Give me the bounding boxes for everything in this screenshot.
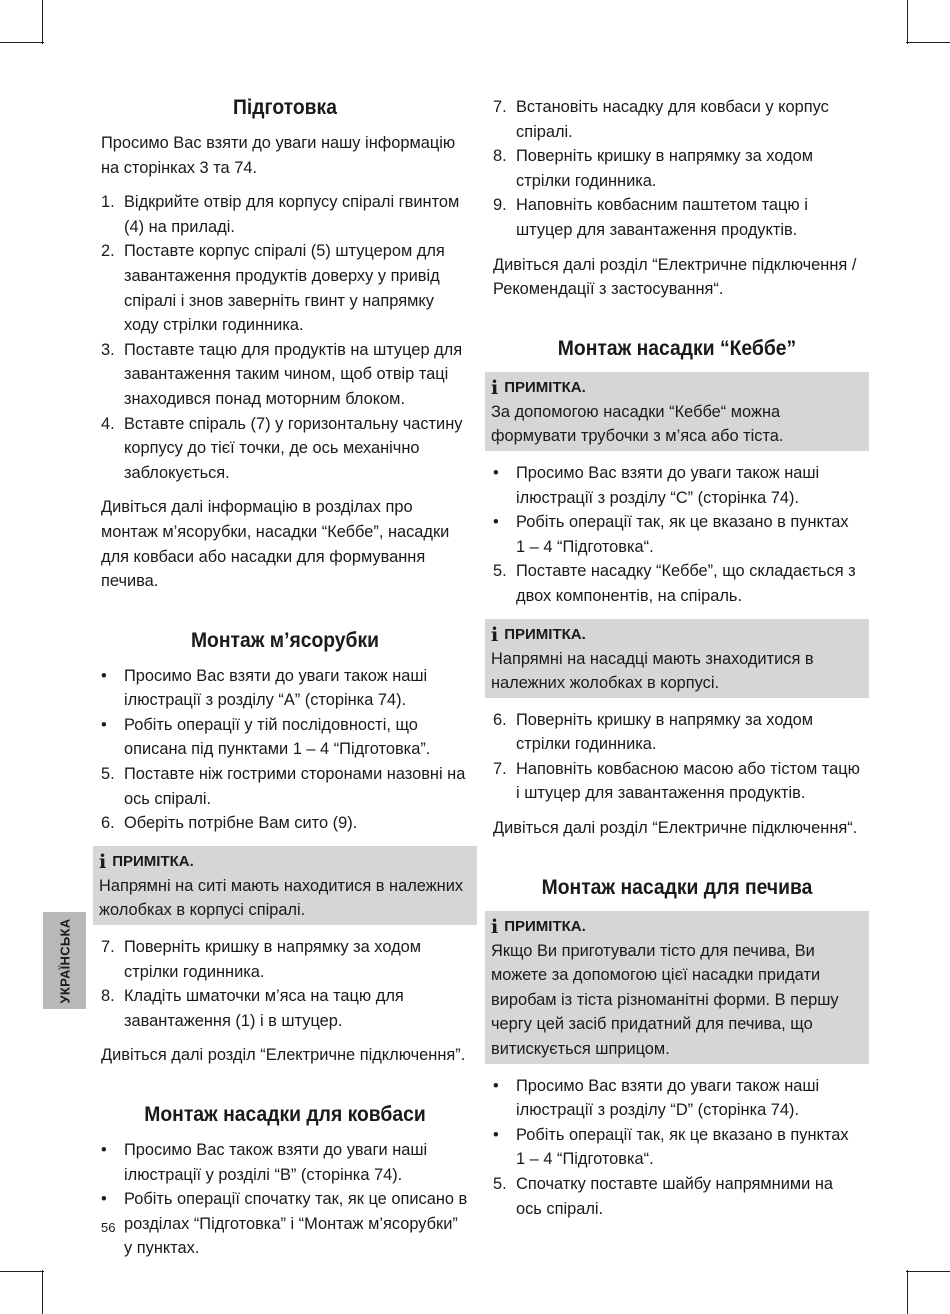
numbered-list: [101, 935, 469, 1033]
list-item-text: Поверніть кришку в напрямку за ходом стрілки годинника.: [516, 710, 814, 754]
crop-mark: [0, 1271, 44, 1272]
list-item: [493, 559, 861, 608]
list-item: [101, 239, 469, 337]
info-icon: i: [99, 850, 107, 873]
list-marker: •: [101, 715, 107, 734]
numbered-list: [493, 95, 861, 243]
crop-mark: [907, 1270, 908, 1314]
list-item: [101, 811, 469, 836]
list-item-text: Робіть операції так, як це вказано в пунктах 1 – 4 “Підготовка“.: [516, 513, 849, 556]
language-tab-label: УКРАЇНСЬКА: [57, 918, 72, 1003]
list-item-text: Встановіть насадку для ковбаси у корпус спіралі.: [516, 98, 829, 141]
list-marker: 7.: [493, 98, 507, 116]
note-title: ПРИМІТКА.: [504, 917, 586, 935]
list-marker: 3.: [101, 340, 115, 359]
list-marker: 8.: [493, 147, 507, 166]
numbered-list: [493, 708, 861, 806]
note-text: Напрямні на насадці мають знаходитися в належних жолобках в корпусі.: [491, 649, 814, 693]
note-text: Якщо Ви приготували тісто для печива, Ви можете за допомогою цієї насадки придати виробам із тіста різноманітні форми. В першу чергу цей засіб придатний для печива, що витискується шприцом.: [491, 941, 839, 1059]
list-marker: •: [101, 1190, 107, 1209]
list-marker: 6.: [101, 814, 115, 833]
list-item: [493, 757, 861, 806]
note-box: [485, 911, 869, 1064]
list-item-text: Кладіть шматочки м’яса на тацю для завантаження (1) і в штуцер.: [124, 987, 404, 1030]
list-marker: •: [493, 1125, 499, 1144]
list-item: [101, 984, 469, 1033]
bullet-list: [101, 1138, 469, 1261]
paragraph: Дивіться далі розділ “Електричне підключення”.: [101, 1046, 466, 1065]
list-item: [493, 1172, 861, 1221]
info-icon: i: [491, 623, 499, 646]
list-marker: 8.: [101, 987, 115, 1006]
list-marker: •: [493, 1076, 499, 1095]
section-title-preparation: Підготовка: [233, 96, 337, 119]
note-box: [485, 372, 869, 451]
section-title-sausage: Монтаж насадки для ковбаси: [144, 1103, 426, 1126]
list-item-text: Спочатку поставте шайбу напрямними на ось спіралі.: [516, 1175, 834, 1218]
list-item-text: Просимо Вас взяти до уваги також наші ілюстрації з розділу “A” (сторінка 74).: [124, 666, 428, 710]
list-item-text: Поверніть кришку в напрямку за ходом стрілки годинника.: [516, 147, 814, 190]
crop-mark: [906, 1271, 950, 1272]
note-box: [485, 619, 869, 698]
list-item: [101, 713, 469, 762]
list-marker: 7.: [101, 938, 115, 957]
info-icon: i: [491, 915, 499, 938]
paragraph: Просимо Вас взяти до уваги нашу інформацію на сторінках 3 та 74.: [101, 134, 456, 177]
list-item: [101, 762, 469, 811]
step-list: [493, 1074, 861, 1222]
list-item: [493, 708, 861, 757]
list-item: [493, 510, 861, 559]
language-tab: [43, 912, 86, 1009]
list-marker: 4.: [101, 414, 115, 433]
list-item: [101, 190, 469, 239]
list-item: [493, 95, 861, 144]
list-item-text: Робіть операції так, як це вказано в пунктах 1 – 4 “Підготовка“.: [516, 1125, 849, 1169]
list-marker: 9.: [493, 196, 507, 215]
list-item-text: Поставте корпус спіралі (5) штуцером для завантаження продуктів доверху у привід спіралі і знов заверніть гвинт у напрямку ходу стрілки годинника.: [124, 242, 445, 335]
list-item-text: Оберіть потрібне Вам сито (9).: [124, 814, 358, 833]
crop-mark: [42, 0, 43, 44]
list-marker: •: [101, 666, 107, 685]
note-title: ПРИМІТКА.: [504, 378, 586, 396]
list-marker: 5.: [101, 765, 115, 784]
list-item: [493, 193, 861, 242]
list-item-text: Поверніть кришку в напрямку за ходом стрілки годинника.: [124, 938, 422, 981]
list-item: [101, 1138, 469, 1187]
section-title-kebbe: Монтаж насадки “Кеббе”: [557, 336, 797, 360]
list-item-text: Вставте спіраль (7) у горизонтальну частину корпусу до тієї точки, де ось механічно заблокується.: [124, 414, 463, 482]
note-text: Напрямні на ситі мають находитися в належних жолобках в корпусі спіралі.: [99, 876, 464, 920]
list-marker: 7.: [493, 759, 507, 778]
section-title-cookie: Монтаж насадки для печива: [541, 875, 813, 899]
list-item: [493, 1123, 861, 1172]
list-marker: 2.: [101, 242, 115, 261]
list-item: [493, 144, 861, 193]
numbered-list: [101, 190, 469, 485]
list-marker: •: [101, 1141, 107, 1159]
list-item-text: Поставте тацю для продуктів на штуцер для завантаження таким чином, щоб отвір таці знаходився понад моторним блоком.: [124, 340, 463, 408]
section-title-grinder: Монтаж м’ясорубки: [190, 628, 380, 652]
list-item-text: Просимо Вас взяти до уваги також наші ілюстрації з розділу “C” (сторінка 74).: [516, 463, 820, 507]
list-item-text: Поставте ніж гострими сторонами назовні на ось спіралі.: [124, 765, 466, 808]
paragraph: Дивіться далі розділ “Електричне підключення / Рекомендації з застосування“.: [493, 255, 857, 299]
list-marker: 5.: [493, 562, 507, 581]
right-column: [493, 95, 861, 1231]
list-marker: •: [493, 463, 499, 482]
paragraph: Дивіться далі розділ “Електричне підключення“.: [493, 819, 858, 838]
list-item-text: Просимо Вас також взяти до уваги наші ілюстрації у розділі “B” (сторінка 74).: [124, 1141, 428, 1184]
list-item: [101, 1187, 469, 1261]
list-item: [101, 664, 469, 713]
list-item-text: Поставте насадку “Кеббе”, що складається з двох компонентів, на спіраль.: [516, 562, 856, 605]
list-marker: •: [493, 513, 499, 532]
note-text: За допомогою насадки “Кеббе“ можна формувати трубочки з м’яса або тіста.: [491, 402, 784, 446]
list-item-text: Наповніть ковбасним паштетом тацю і штуцер для завантаження продуктів.: [516, 196, 808, 239]
crop-mark: [907, 0, 908, 44]
info-icon: i: [491, 376, 499, 399]
page-number: 56: [101, 1220, 116, 1235]
list-item: [101, 412, 469, 486]
note-title: ПРИМІТКА.: [504, 625, 586, 643]
step-list: [493, 461, 861, 609]
step-list: [101, 664, 469, 836]
note-title: ПРИМІТКА.: [112, 852, 194, 870]
list-item-text: Робіть операції спочатку так, як це описано в розділах “Підготовка” і “Монтаж м’ясорубки” у пунктах.: [124, 1190, 468, 1258]
crop-mark: [42, 1270, 43, 1314]
list-item: [101, 935, 469, 984]
list-marker: 1.: [101, 193, 115, 212]
list-item: [493, 1074, 861, 1123]
list-marker: 5.: [493, 1175, 507, 1193]
note-box: [93, 846, 477, 925]
paragraph: Дивіться далі інформацію в розділах про монтаж м’ясорубки, насадки “Кеббе”, насадки для ковбаси або насадки для формування печива.: [101, 498, 450, 591]
list-item-text: Робіть операції у тій послідовності, що описана під пунктами 1 – 4 “Підготовка”.: [124, 715, 431, 759]
crop-mark: [906, 42, 950, 43]
left-column: [101, 95, 469, 1271]
list-item-text: Просимо Вас взяти до уваги також наші ілюстрації з розділу “D” (сторінка 74).: [516, 1076, 820, 1120]
list-marker: 6.: [493, 710, 507, 729]
list-item-text: Відкрийте отвір для корпусу спіралі гвинтом (4) на приладі.: [124, 193, 460, 236]
list-item-text: Наповніть ковбасною масою або тістом тацю і штуцер для завантаження продуктів.: [516, 759, 860, 803]
crop-mark: [0, 42, 44, 43]
list-item: [101, 338, 469, 412]
list-item: [493, 461, 861, 510]
